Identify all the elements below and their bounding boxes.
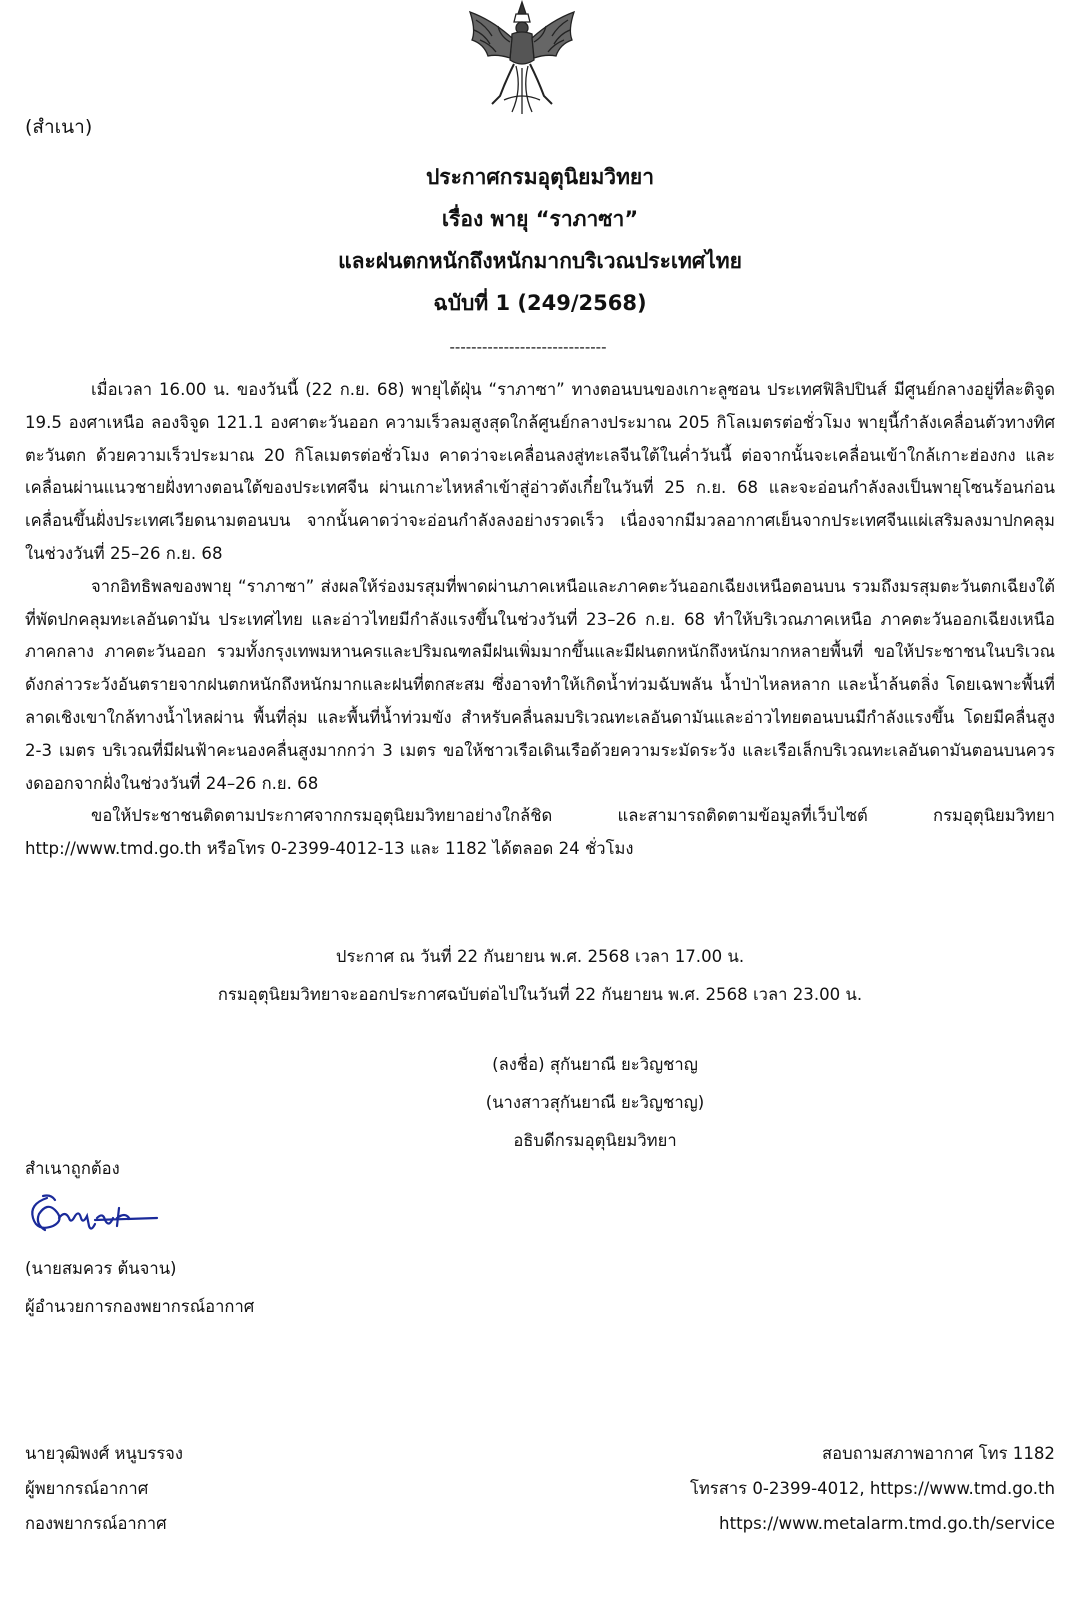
paragraph-contact-advice: ขอให้ประชาชนติดตามประกาศจากกรมอุตุนิยมวิทยาอย่างใกล้ชิด และสามารถติดตามข้อมูลที่เว็บไซต์ กรมอุตุนิยมวิทยา http://www.tmd.go.th หรือโทร 0-2399-4012-13 และ 1182 ได้ตลอด 24 ชั่วโมง [25,806,1055,859]
certifier-position: ผู้อำนวยการกองพยากรณ์อากาศ [25,1297,255,1316]
contact-info [690,1436,1055,1541]
paragraph-rain-impact: จากอิทธิพลของพายุ “ราภาซา” ส่งผลให้ร่องมรสุมที่พาดผ่านภาคเหนือและภาคตะวันออกเฉียงเหนือตอนบน รวมถึงมรสุมตะวันตกเฉียงใต้ที่พัดปกคลุมทะเลอันดามัน ประเทศไทย และอ่าวไทยมีกำลังแรงขึ้นในช่วงวันที่ 23–26 ก.ย. 68 ทำให้บริเวณภาคเหนือ ภาคตะวันออกเฉียงเหนือ ภาคกลาง ภาคตะวันออก รวมทั้งกรุงเทพมหานครและปริมณฑลมีฝนเพิ่มมากขึ้นและมีฝนตกหนักถึงหนักมากหลายพื้นที่ ขอให้ประชาชนในบริเวณดังกล่าวระวังอันตรายจากฝนตกหนักถึงหนักมากและฝนที่ตกสะสม ซึ่งอาจทำให้เกิดน้ำท่วมฉับพลัน น้ำป่าไหลหลาก และน้ำล้นตลิ่ง โดยเฉพาะพื้นที่ลาดเชิงเขาใกล้ทางน้ำไหลผ่าน พื้นที่ลุ่ม และพื้นที่น้ำท่วมขัง สำหรับคลื่นลมบริเวณทะเลอันดามันและอ่าวไทยตอนบนมีกำลังแรงขึ้น โดยมีคลื่นสูง 2-3 เมตร บริเวณที่มีฝนฟ้าคะนองคลื่นสูงมากกว่า 3 เมตร ขอให้ชาวเรือเดินเรือด้วยความระมัดระวัง และเรือเล็กบริเวณทะเลอันดามันตอนบนควรงดออกจากฝั่งในช่วงวันที่ 24–26 ก.ย. 68 [25,576,1055,793]
paragraph-storm-status: เมื่อเวลา 16.00 น. ของวันนี้ (22 ก.ย. 68) พายุไต้ฝุ่น “ราภาซา” ทางตอนบนของเกาะลูซอน ประเทศฟิลิปปินส์ มีศูนย์กลางอยู่ที่ละติจูด 19.5 องศาเหนือ ลองจิจูด 121.1 องศาตะวันออก ความเร็วลมสูงสุดใกล้ศูนย์กลางประมาณ 205 กิโลเมตรต่อชั่วโมง พายุนี้กำลังเคลื่อนตัวทางทิศตะวันตก ด้วยความเร็วประมาณ 20 กิโลเมตรต่อชั่วโมง คาดว่าจะเคลื่อนลงสู่ทะเลจีนใต้ในค่ำวันนี้ ต่อจากนั้นจะเคลื่อนเข้าใกล้เกาะฮ่องกง และเคลื่อนผ่านแนวชายฝั่งทางตอนใต้ของประเทศจีน ผ่านเกาะไหหลำเข้าสู่อ่าวตังเกี๋ยในวันที่ 25 ก.ย. 68 และจะอ่อนกำลังลงเป็นพายุโซนร้อนก่อนเคลื่อนขึ้นฝั่งประเทศเวียดนามตอนบน จากนั้นคาดว่าจะอ่อนกำลังลงอย่างรวดเร็ว เนื่องจากมีมวลอากาศเย็นจากประเทศจีนแผ่เสริมลงมาปกคลุม ในช่วงวันที่ 25–26 ก.ย. 68 [25,380,1055,563]
title-line-subject-detail: และฝนตกหนักถึงหนักมากบริเวณประเทศไทย [338,249,742,273]
forecaster-name: นายวุฒิพงศ์ หนูบรรจง [25,1444,184,1463]
issue-info [0,938,1080,1014]
forecaster-info [25,1436,183,1541]
issued-datetime: ประกาศ ณ วันที่ 22 กันยายน พ.ศ. 2568 เวลา 17.00 น. [335,947,745,966]
director-signature-block [445,1046,745,1160]
signatory-full-name: (นางสาวสุกันยาณี ยะวิญชาญ) [485,1093,705,1112]
title-line-agency: ประกาศกรมอุตุนิยมวิทยา [425,165,655,189]
contact-hotline: สอบถามสภาพอากาศ โทร 1182 [822,1444,1055,1463]
announcement-body [25,374,1055,866]
announcement-title [0,156,1080,324]
forecaster-division: กองพยากรณ์อากาศ [25,1514,167,1533]
signed-line: (ลงชื่อ) สุกันยาณี ยะวิญชาญ [492,1055,698,1074]
title-line-issue-number: ฉบับที่ 1 (249/2568) [433,291,647,315]
next-issue-datetime: กรมอุตุนิยมวิทยาจะออกประกาศฉบับต่อไปในวันที่ 22 กันยายน พ.ศ. 2568 เวลา 23.00 น. [217,985,863,1004]
certifier-name: (นายสมควร ต้นจาน) [25,1259,177,1278]
title-separator: ----------------------------- [449,338,607,356]
contact-fax-website: โทรสาร 0-2399-4012, https://www.tmd.go.th [689,1479,1055,1498]
copy-label: (สำเนา) [25,116,93,138]
certifier-block [25,1250,254,1326]
title-line-subject: เรื่อง พายุ “ราภาซา” [441,207,639,231]
garuda-emblem-icon [462,0,582,118]
handwritten-signature [25,1188,165,1238]
contact-alert-service: https://www.metalarm.tmd.go.th/service [719,1514,1055,1533]
signatory-position: อธิบดีกรมอุตุนิยมวิทยา [513,1131,677,1150]
forecaster-title: ผู้พยากรณ์อากาศ [25,1479,149,1498]
certified-copy-label: สำเนาถูกต้อง [25,1159,120,1178]
